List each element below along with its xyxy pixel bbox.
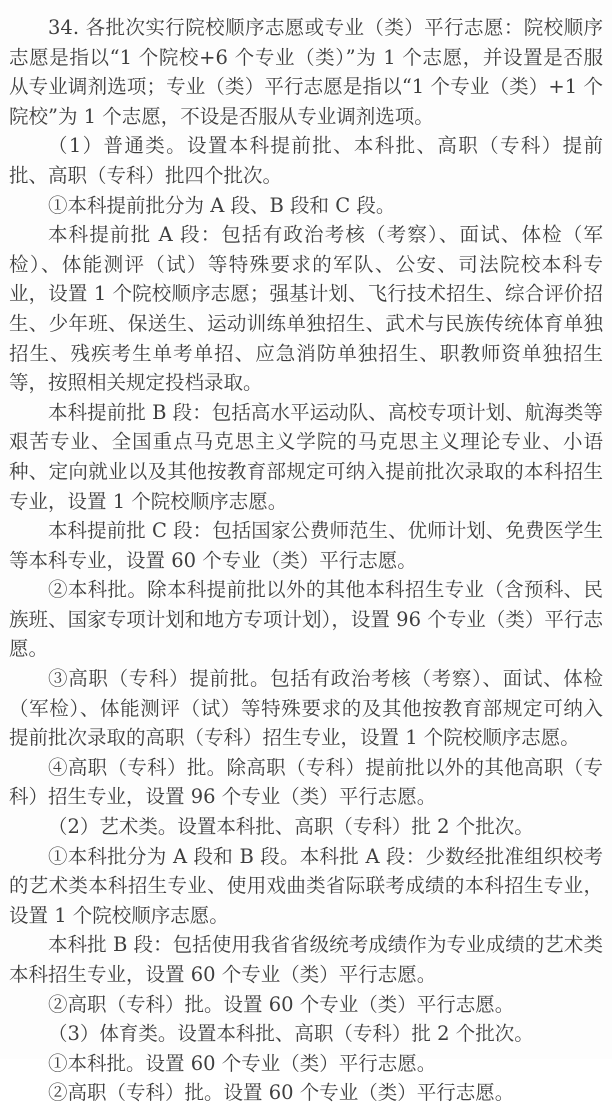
paragraph-benke-tiqianpi-c: 本科提前批 C 段：包括国家公费师范生、优师计划、免费医学生等本科专业，设置 60 个专业（类）平行志愿。: [9, 519, 603, 572]
paragraph-benke-tiqianpi-sections: ①本科提前批分为 A 段、B 段和 C 段。: [48, 193, 396, 217]
paragraph-item34-intro: 34. 各批次实行院校顺序志愿或专业（类）平行志愿：院校顺序志愿是指以“1 个院校+6 个专业（类）”为 1 个志愿，并设置是否服从专业调剂选项；专业（类）平行志愿是指以“1 个专业（类）+1 个院校”为 1 个志愿，不设是否服从专业调剂选项。: [9, 16, 603, 128]
paragraph-art-gaozhipi: ②高职（专科）批。设置 60 个专业（类）平行志愿。: [48, 992, 515, 1016]
paragraph-sports-category: （3）体育类。设置本科批、高职（专科）批 2 个批次。: [48, 1022, 534, 1046]
paragraph-sports-benkepi: ①本科批。设置 60 个专业（类）平行志愿。: [48, 1051, 437, 1075]
paragraph-art-benkepi-b: 本科批 B 段：包括使用我省省级统考成绩作为专业成绩的艺术类本科招生专业，设置 60 个专业（类）平行志愿。: [9, 933, 603, 986]
paragraph-gaozhi-tiqianpi: ③高职（专科）提前批。包括有政治考核（考察）、面试、体检（军检）、体能测评（试）等特殊要求的及其他按教育部规定可纳入提前批次录取的高职（专科）招生专业，设置 1 个院校顺序志愿。: [9, 667, 603, 750]
paragraph-benke-tiqianpi-b: 本科提前批 B 段：包括高水平运动队、高校专项计划、航海类等艰苦专业、全国重点马克思主义学院的马克思主义理论专业、小语种、定向就业以及其他按教育部规定可纳入提前批次录取的本科招生专业，设置 1 个院校顺序志愿。: [9, 400, 603, 513]
paragraph-art-benkepi-a: ①本科批分为 A 段和 B 段。本科批 A 段：少数经批准组织校考的艺术类本科招生专业、使用戏曲类省际联考成绩的本科招生专业，设置 1 个院校顺序志愿。: [9, 844, 603, 927]
paragraph-benke-tiqianpi-a: 本科提前批 A 段：包括有政治考核（考察）、面试、体检（军检）、体能测评（试）等特殊要求的军队、公安、司法院校本科专业，设置 1 个院校顺序志愿；强基计划、飞行技术招生、综合评价招生、少年班、保送生、运动训练单独招生、武术与民族传统体育单独招生、残疾考生单考单招、应急消防单独招生、职教师资单独招生等，按照相关规定投档录取。: [9, 223, 603, 395]
paragraph-art-category: （2）艺术类。设置本科批、高职（专科）批 2 个批次。: [48, 815, 534, 839]
paragraph-benkepi: ②本科批。除本科提前批以外的其他本科招生专业（含预科、民族班、国家专项计划和地方专项计划），设置 96 个专业（类）平行志愿。: [9, 578, 603, 661]
paragraph-sports-gaozhipi: ②高职（专科）批。设置 60 个专业（类）平行志愿。: [48, 1081, 515, 1105]
paragraph-general-category: （1）普通类。设置本科提前批、本科批、高职（专科）提前批、高职（专科）批四个批次。: [9, 134, 603, 187]
paragraph-gaozhipi: ④高职（专科）批。除高职（专科）提前批以外的其他高职（专科）招生专业，设置 96 个专业（类）平行志愿。: [9, 755, 603, 809]
